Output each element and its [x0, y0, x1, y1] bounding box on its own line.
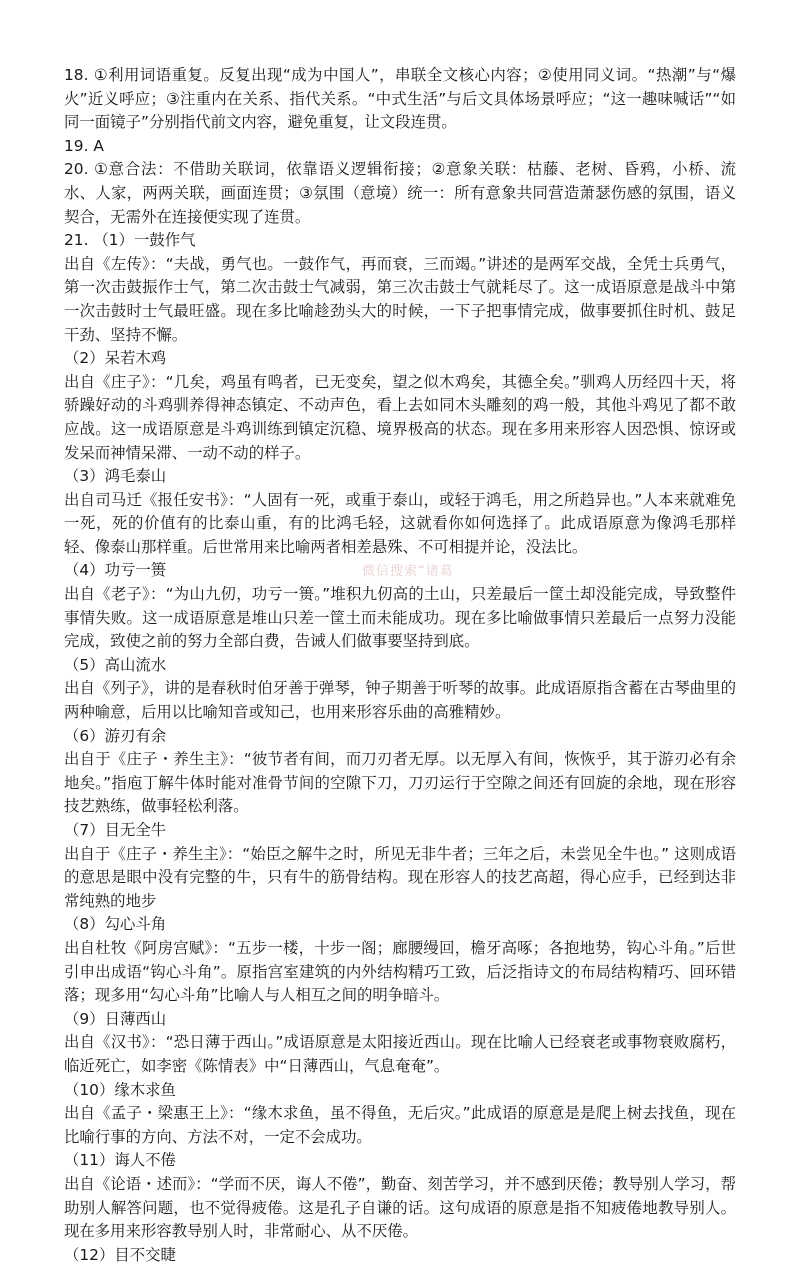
answer-18: 18. ①利用词语重复。反复出现“成为中国人”，串联全文核心内容；②使用同义词。“热潮”与“爆火”近义呼应；③注重内在关系、指代关系。“中式生活”与后文具体场景呼应；“这一趣味喊话”“如同一面镜子”分别指代前文内容，避免重复，让文段连贯。: [64, 66, 736, 132]
idiom-7-heading: （7）目无全牛: [64, 821, 167, 839]
idiom-12-heading: （12）目不交睫: [64, 1245, 176, 1264]
answer-19: 19. A: [64, 136, 104, 155]
idiom-6-explanation: 出自于《庄子・养生主》：“彼节者有间，而刀刃者无厚。以无厚入有间，恢恢乎，其于游刃必有余地矣。”指庖丁解牛体时能对准骨节间的空隙下刀，刀刃运行于空隙之间还有回旋的余地，现在形容技艺熟练，做事轻松利落。: [64, 750, 736, 816]
answer-21-heading: 21. （1）一鼓作气: [64, 231, 196, 250]
idiom-10-explanation: 出自《孟子・梁惠王上》：“缘木求鱼，虽不得鱼，无后灾。”此成语的原意是是爬上树去找鱼，现在比喻行事的方向、方法不对，一定不会成功。: [64, 1104, 736, 1146]
answer-20: 20. ①意合法：不借助关联词，依靠语义逻辑衔接；②意象关联：枯藤、老树、昏鸦，小桥、流水、人家，两两关联，画面连贯；③氛围（意境）统一：所有意象共同营造萧瑟伤感的氛围，语义契合，无需外在连接便实现了连贯。: [64, 160, 736, 226]
idiom-2-explanation: 出自《庄子》：“几矣，鸡虽有鸣者，已无变矣，望之似木鸡矣，其德全矣。”驯鸡人历经四十天，将骄躁好动的斗鸡驯养得神态镇定、不动声色，看上去如同木头雕刻的鸡一般，其他斗鸡见了都不敢应战。这一成语原意是斗鸡训练到镇定沉稳、境界极高的状态。现在多用来形容人因恐惧、惊讶或发呆而神情呆滞、一动不动的样子。: [64, 372, 736, 462]
idiom-5-heading: （5）高山流水: [64, 655, 167, 674]
idiom-11-heading: （11）诲人不倦: [64, 1151, 176, 1170]
watermark: 微信搜索“诸葛: [362, 564, 454, 579]
idiom-3-explanation: 出自司马迁《报任安书》：“人固有一死，或重于泰山，或轻于鸿毛，用之所趋异也。”人本来就难免一死，死的价值有的比泰山重，有的比鸿毛轻，这就看你如何选择了。此成语原意为像鸿毛那样轻、像泰山那样重。后世常用来比喻两者相差悬殊、不可相提并论，没法比。: [64, 490, 736, 556]
idiom-7-explanation: 出自于《庄子・养生主》：“始臣之解牛之时，所见无非牛者；三年之后，未尝见全牛也。” 这则成语的意思是眼中没有完整的牛，只有牛的筋骨结构。现在形容人的技艺高超，得心应手，已经到达非常纯熟的地步: [64, 844, 736, 910]
idiom-2-heading: （2）呆若木鸡: [64, 349, 167, 368]
idiom-8-explanation: 出自杜牧《阿房宫赋》：“五步一楼，十步一阁；廊腰缦回，檐牙高啄；各抱地势，钩心斗角。”后世引申出成语“钩心斗角”。原指宫室建筑的内外结构精巧工致，后泛指诗文的布局结构精巧、回环错落；现多用“勾心斗角”比喻人与人相互之间的明争暗斗。: [64, 938, 736, 1005]
idiom-6-heading: （6）游刃有余: [64, 726, 167, 745]
idiom-8-heading: （8）勾心斗角: [64, 915, 167, 934]
idiom-4-heading: （4）功亏一篑: [64, 561, 167, 580]
idiom-10-heading: （10）缘木求鱼: [64, 1080, 176, 1099]
idiom-9-explanation: 出自《汉书》：“恐日薄于西山。”成语原意是太阳接近西山。现在比喻人已经衰老或事物衰败腐朽，临近死亡，如李密《陈情表》中“日薄西山，气息奄奄”。: [64, 1033, 736, 1075]
idiom-4-explanation: 出自《老子》：“为山九仞，功亏一篑。”堆积九仞高的土山，只差最后一筐土却没能完成，导致整件事情失败。这一成语原意是堆山只差一筐土而未能成功。现在多比喻做事情只差最后一点努力没能完成，致使之前的努力全部白费，告诫人们做事要坚持到底。: [64, 585, 736, 651]
answer-document: [64, 64, 736, 1267]
idiom-11-explanation: 出自《论语・述而》：“学而不厌，诲人不倦”，勤奋、刻苦学习，并不感到厌倦；教导别人学习，帮助别人解答问题，也不觉得疲倦。这是孔子自谦的话。这句成语的原意是指不知疲倦地教导别人。现在多用来形容教导别人时，非常耐心、从不厌倦。: [64, 1174, 736, 1241]
idiom-5-explanation: 出自《列子》，讲的是春秋时伯牙善于弹琴，钟子期善于听琴的故事。此成语原指含蓄在古琴曲里的两种喻意，后用以比喻知音或知己，也用来形容乐曲的高雅精妙。: [64, 679, 736, 722]
idiom-9-heading: （9）日薄西山: [64, 1009, 167, 1028]
idiom-3-heading: （3）鸿毛泰山: [64, 467, 167, 486]
idiom-1-explanation: 出自《左传》：“夫战，勇气也。一鼓作气，再而衰，三而竭。”讲述的是两军交战，全凭士兵勇气，第一次击鼓振作士气，第二次击鼓士气减弱，第三次击鼓士气就耗尽了。这一成语原意是战斗中第一次击鼓时士气最旺盛。现在多比喻趁劲头大的时候，一下子把事情完成，做事要抓住时机、鼓足干劲、坚持不懈。: [64, 254, 736, 344]
